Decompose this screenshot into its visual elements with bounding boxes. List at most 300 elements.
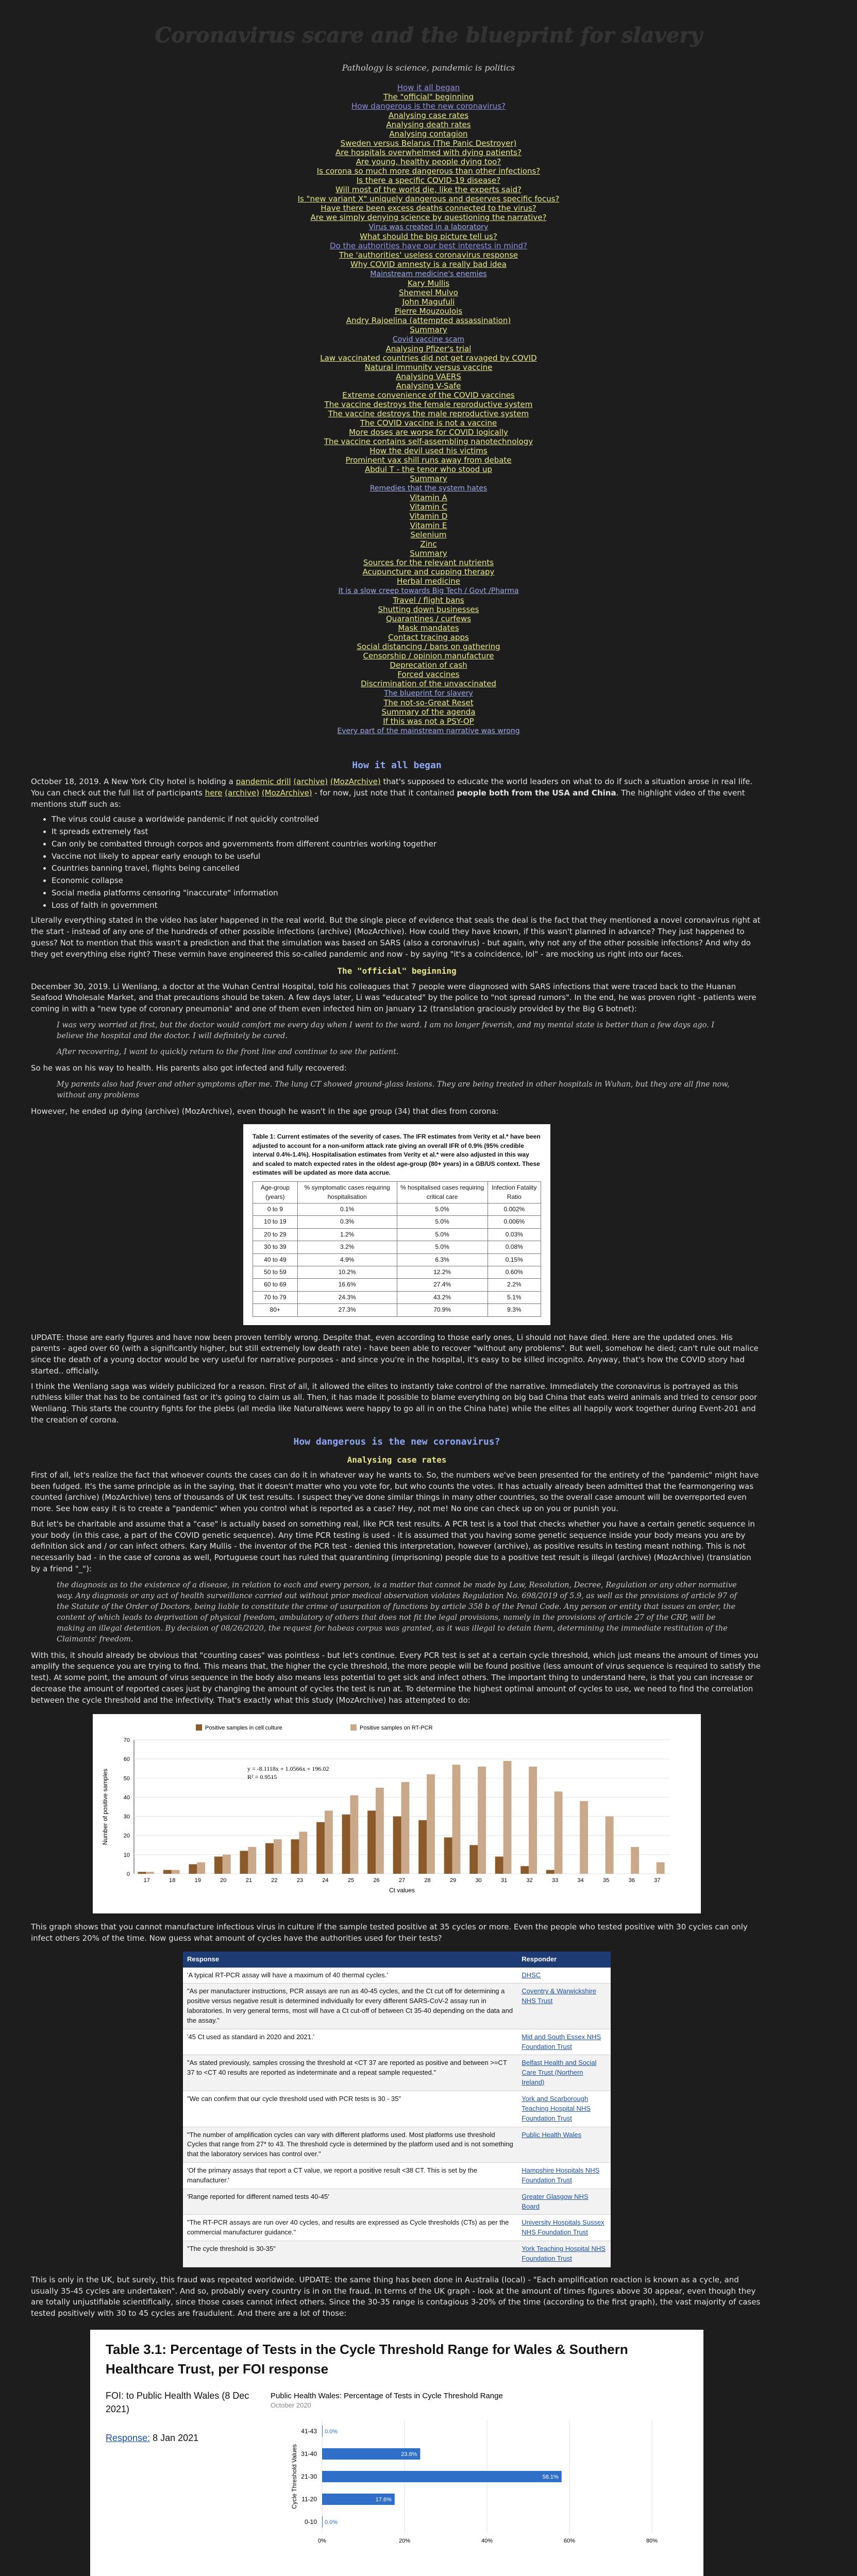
toc-link[interactable]: Andry Rajoelina (attempted assassination) [346,316,511,326]
responder-link[interactable]: University Hospitals Sussex NHS Foundation Trust [522,2218,604,2236]
toc-link[interactable]: Summary of the agenda [381,707,476,717]
paragraph-update: UPDATE: those are early figures and have now been proven terribly wrong. Despite that, even according to those early ones, Li should not have died. Here are the updated ones. His parents - aged over 60 (with a significantly higher, but still extremely low death rate) - have been able to recover "without any problems". But well, somehow he died; can't rule out malice since the death of a young doctor would be very useful for narrative purposes - and since you're in the hospital, it's easy to be killed incognito. Anyway, that's how the COVID story had started.. officially. [31,1332,759,1376]
toc-link[interactable]: Is corona so much more dangerous than other infections? [316,166,541,176]
toc-item [0,213,857,222]
toc-link[interactable]: Analysing contagion [389,129,468,139]
response-text: "As per manufacturer instructions, PCR assays are run as 40-45 cycles, and the Ct cut off for determining a positive versus negative result is determined individually for every different SARS-CoV-2 assay run in laboratories. In very general terms, most will have a Ct cut-off of between Ct 35-40 depending on the data and the assay." [183,1984,517,2029]
responder-link[interactable]: Belfast Health and Social Care Trust (Northern Ireland) [522,2059,597,2087]
toc-item [0,232,857,241]
table-cell: 0.1% [297,1204,397,1216]
bar [546,1870,554,1874]
toc-item [0,139,857,148]
toc-link[interactable]: Are hospitals overwhelmed with dying patients? [335,148,522,158]
x-tick-label: 30 [475,1877,482,1884]
response-text: 'Range reported for different named tests 40-45' [183,2189,517,2215]
toc-link[interactable]: Herbal medicine [396,577,460,586]
bar [520,1867,529,1874]
table-cell: 0.15% [488,1253,541,1266]
table-row [253,1253,541,1266]
text: . The highlight video of the event mentions stuff such as: [31,788,745,809]
x-tick-label: 23 [296,1877,304,1884]
table-row [253,1291,541,1303]
wales-ct-chart [265,2389,678,2554]
toc-link[interactable]: Have there been excess deaths connected to the virus? [321,204,536,213]
table-cell: 1.2% [297,1228,397,1241]
legend-swatch [196,1724,202,1731]
toc-link[interactable]: Vitamin D [409,512,448,521]
response-row [183,1968,611,1984]
toc-link[interactable]: Acupuncture and cupping therapy [362,567,495,577]
toc-link[interactable]: Deprecation of cash [390,660,467,670]
link-participants[interactable]: here [205,788,223,798]
subheading-official: The "official" beginning [337,966,457,976]
x-tick-label: 27 [398,1877,406,1884]
toc-item [0,111,857,120]
toc-item [0,363,857,372]
toc-link[interactable]: Vitamin E [410,521,447,531]
toc-item [0,698,857,707]
subheading-case-rates: Analysing case rates [347,1454,447,1465]
ct-chart-svg [98,1719,685,1905]
table-cell: 0.03% [488,1228,541,1241]
link-archive[interactable]: (archive) [293,777,328,787]
y-tick-label: 30 [123,1814,130,1821]
response-row [183,2241,611,2267]
table-row [253,1304,541,1316]
responder-link[interactable]: Public Health Wales [522,2130,582,2139]
bar [503,1761,512,1874]
toc-item [0,269,857,279]
toc-item [0,614,857,623]
response-row [183,2091,611,2127]
toc-link[interactable]: The vaccine destroys the male reproductive system [328,409,529,419]
x-tick-label: 24 [322,1877,329,1884]
toc-item [0,558,857,567]
toc-link[interactable]: Summary [410,474,447,484]
response-row [183,2127,611,2163]
toc-item [0,493,857,502]
x-tick-label: 36 [628,1877,635,1884]
toc-item [0,157,857,166]
table-cell: 0.006% [488,1216,541,1228]
table-cell: 5.0% [397,1241,488,1253]
toc-link[interactable]: Analysing VAERS [396,372,461,382]
toc-link[interactable]: Summary [410,325,447,335]
col-response: Response [183,1952,517,1968]
toc-item [0,521,857,530]
toc-link[interactable]: The COVID vaccine is not a vaccine [360,418,497,428]
bold-text: people both from the USA and China [457,788,616,798]
bar [138,1872,146,1874]
toc-link[interactable]: Every part of the mainstream narrative was wrong [337,727,520,736]
toc-item [0,707,857,717]
link-pandemic-drill[interactable]: pandemic drill [236,777,291,787]
x-tick-label: 17 [143,1877,150,1884]
x-tick-label: 60% [563,2538,576,2545]
bullet-item: • It spreads extremely fast [52,826,763,838]
toc-link[interactable]: Analysing case rates [388,111,469,121]
response-text: "The cycle threshold is 30-35" [183,2241,517,2267]
toc-link[interactable]: The vaccine contains self-assembling nanotechnology [324,437,533,447]
x-tick-label: 21 [245,1877,252,1884]
responder-cell [517,2163,611,2189]
responder-cell [517,2127,611,2163]
responder-link[interactable]: York Teaching Hospital NHS Foundation Trust [522,2245,606,2262]
toc-link[interactable]: Analysing death rates [386,120,471,130]
toc-item [0,297,857,307]
y-tick-label: 40 [123,1794,130,1801]
bullet-item: • Countries banning travel, flights being cancelled [52,863,763,874]
section-heading-began: How it all began [352,760,442,771]
toc-item [0,670,857,679]
bullet-item: • Economic collapse [52,875,763,887]
paragraph-graph: This graph shows that you cannot manufacture infectious virus in culture if the sample tested positive at 35 cycles or more. Even the people who tested positive with 30 cycles can only infect others 20% of the time. Now guess what amount of cycles have the authorities used for their tests? [31,1922,748,1943]
table-cell: 5.1% [488,1291,541,1303]
bar [299,1832,307,1874]
toc-link[interactable]: Do the authorities have our best interests in mind? [329,241,528,251]
table-cell: 80+ [253,1304,298,1316]
toc-link[interactable]: Is "new variant X" uniquely dangerous and deserves specific focus? [297,194,560,204]
toc-link[interactable]: The blueprint for slavery [384,689,473,698]
toc-item [0,148,857,157]
y-tick-label: 41-43 [301,2428,317,2435]
toc-item [0,204,857,213]
response-row [183,2163,611,2189]
x-tick-label: 34 [577,1877,584,1884]
toc-item [0,483,857,493]
x-tick-label: 33 [552,1877,559,1884]
table-cell: 70.9% [397,1304,488,1316]
bar [265,1843,274,1874]
bar [322,2426,323,2437]
toc-link[interactable]: Censorship / opinion manufacture [363,651,494,661]
response-row [183,2189,611,2215]
bar [554,1792,563,1874]
toc-item [0,307,857,316]
table-cell: 10 to 19 [253,1216,298,1228]
table-row [253,1279,541,1291]
toc-link[interactable]: How dangerous is the new coronavirus? [351,101,506,111]
section-heading-dangerous: How dangerous is the new coronavirus? [293,1436,500,1447]
toc-link[interactable]: Shemeel Mulvo [399,288,458,298]
paragraph-died: However, he ended up dying (archive) (MozArchive), even though he wasn't in the age group (34) that dies from corona: [31,1106,499,1116]
responder-link[interactable]: Greater Glasgow NHS Board [522,2192,589,2210]
table-cell: 60 to 69 [253,1279,298,1291]
toc-link[interactable]: Vitamin C [410,502,447,512]
paragraph-counting: First of all, let's realize the fact that whoever counts the cases can do it in whatever way he wants to. So, the numbers we've been presented for the entirety of the "pandemic" might have been fudged. It's the same principle as in the saying, that it doesn't matter who you vote for, but who counts the votes. It has actually already been admitted that the fearmongering was counted (archive) (MozArchive) tens of thousands of UK test results. I suspect they've done similar things in many other countries, so the overall case amount will be overreported even more. See how easy it is to create a "pandemic" when you control what is reported as a case? Hey, not me! No one can check up on you or punish you. [31,1470,759,1514]
legend-label: Positive samples in cell culture [205,1725,282,1732]
toc-link[interactable]: Is there a specific COVID-19 disease? [356,176,501,185]
y-tick-label: 31-40 [301,2450,317,2458]
toc-link[interactable]: What should the big picture tell us? [360,232,497,242]
table-cell: 0 to 9 [253,1204,298,1216]
bar [322,2516,323,2528]
toc-link[interactable]: Mainstream medicine's enemies [370,270,487,279]
bullet-item: • Loss of faith in government [52,900,763,911]
y-tick-label: 20 [123,1833,130,1840]
x-tick-label: 28 [424,1877,431,1884]
paragraph-uk: This is only in the UK, but surely, this fraud was repeated worldwide. UPDATE: the same thing has been done in Australia (local) - "Each amplification reaction is known as a cycle, and usually 35-45 cycles are undertaken". And so, probably every country is in on the fraud. In terms of the UK graph - look at the amount of times figures above 30 appear, even though they are totally unjustifiable scientifically, since those cases cannot infect others. Since the 30-35 range is contagious 3-20% of the time (according to the first graph), the vast majority of cases tested positively with 30 to 45 cycles are fraudulent. And there are a lot of those: [31,2275,761,2318]
bar [146,1872,154,1874]
toc-item [0,623,857,633]
y-axis-label: Number of positive samples [102,1769,109,1845]
bar [274,1840,282,1874]
y-tick-label: 10 [123,1852,130,1859]
toc-link[interactable]: Contact tracing apps [388,633,469,642]
y-tick-label: 50 [123,1775,130,1782]
ifr-table-card [243,1124,550,1325]
toc-link[interactable]: More doses are worse for COVID logically [349,428,508,437]
table-row [253,1241,541,1253]
bar [580,1801,588,1874]
toc-item [0,428,857,437]
bar [495,1857,503,1874]
toc-link[interactable]: How it all began [397,83,460,93]
bar [197,1862,205,1874]
toc-link[interactable]: Mask mandates [398,623,459,633]
table-row [253,1204,541,1216]
y-tick-label: 0-10 [304,2518,317,2526]
table-cell: 5.0% [397,1204,488,1216]
toc-link[interactable]: The 'authorities' useless coronavirus response [339,250,518,260]
toc-link[interactable]: Abdul T - the tenor who stood up [364,465,493,474]
bar [172,1870,180,1874]
toc-link[interactable]: If this was not a PSY-OP [383,717,474,726]
toc-link[interactable]: Sources for the relevant nutrients [363,558,494,568]
bar [657,1862,665,1874]
x-tick-label: 20% [398,2538,411,2545]
table-cell: 27.4% [397,1279,488,1291]
toc-item [0,539,857,549]
table-header-cell: % symptomatic cases requiring hospitalisation [297,1182,397,1204]
toc-item [0,83,857,92]
toc-link[interactable]: Are we simply denying science by questioning the narrative? [310,213,547,223]
toc-item [0,688,857,698]
quote-court: the diagnosis as to the existence of a disease, in relation to each and every person, is a matter that cannot be made by Law, Resolution, Decree, Regulation or any other normative way. Any diagnosis or any act of health surveillance carried out without prior medical observation violates Regulation No. 698/2019 of 5.9, as well as the provisions of article 97 of the Statute of the Order of Doctors, being liable to constitute the crime of usurpation of functions by article 358 b of the Penal Code. Any person or entity that issues an order, the content of which leads to deprivation of physical freedom, ambulatory of others that does not fit the legal provisions, namely in the provisions of article 27 of the CRP, will be making an illegal detention. By decision of 08/26/2020, the request for habeas corpus was granted, as it was illegal to detain them, determining the immediate restitution of the Claimants' freedom. [57,1581,737,1643]
response-link[interactable]: Response: [106,2433,150,2444]
bar [189,1865,197,1874]
table-cell: 6.3% [397,1253,488,1266]
table-header-cell: Age-group (years) [253,1182,298,1204]
link-mozarchive[interactable]: (MozArchive) [261,788,312,798]
toc-item [0,633,857,642]
responder-cell [517,2055,611,2091]
x-tick-label: 20 [220,1877,227,1884]
toc-item [0,316,857,325]
toc-link[interactable]: Will most of the world die, like the experts said? [335,185,522,195]
bar [342,1815,350,1874]
x-tick-label: 25 [347,1877,355,1884]
toc-link[interactable]: Natural immunity versus vaccine [364,363,493,372]
bar [606,1817,614,1874]
toc-item [0,530,857,539]
response-row [183,1984,611,2029]
responder-cell [517,2189,611,2215]
bar [367,1811,376,1874]
toc-link[interactable]: Social distancing / bans on gathering [357,642,500,652]
toc-item [0,605,857,614]
x-tick-label: 31 [500,1877,508,1884]
response-text: '45 Ct used as standard in 2020 and 2021.' [183,2029,517,2055]
x-tick-label: 40% [481,2538,493,2545]
toc-link[interactable]: Analysing Pfizer's trial [385,344,472,354]
toc-link[interactable]: Forced vaccines [397,670,460,680]
bar [316,1822,325,1874]
toc-link[interactable]: Virus was created in a laboratory [368,223,489,232]
responder-link[interactable]: DHSC [522,1971,541,1979]
toc-item [0,512,857,521]
toc-link[interactable]: Vitamin A [410,493,447,503]
table-header-cell: % hospitalised cases requiring critical care [397,1182,488,1204]
table-cell: 12.2% [397,1266,488,1279]
toc-item [0,92,857,101]
link-archive[interactable]: (archive) [225,788,260,798]
toc-link[interactable]: Why COVID amnesty is a really bad idea [350,260,507,269]
bullet-item: • Vaccine not likely to appear early enough to be useful [52,851,763,862]
toc-item [0,381,857,391]
data-label: 23.8% [401,2451,417,2458]
toc-link[interactable]: Discrimination of the unvaccinated [361,679,496,689]
bar [248,1847,256,1874]
responder-link[interactable]: York and Scarborough Teaching Hospital NHS Foundation Trust [522,2095,591,2122]
toc-link[interactable]: Prominent vax shill runs away from debate [345,455,512,465]
link-mozarchive[interactable]: (MozArchive) [330,777,381,787]
toc-link[interactable]: Pierre Mouzoulois [394,307,463,316]
table-cell: 50 to 59 [253,1266,298,1279]
toc-item [0,465,857,474]
quote-1: I was very worried at first, but the doctor would comfort me every day when I went to the ward. I am no longer feverish, and my mental state is better than a few days ago. I believe the hospital and the doctor. I will definitely be cured. [57,1021,715,1040]
toc-item [0,166,857,176]
toc-item [0,185,857,194]
toc-link[interactable]: It is a slow creep towards Big Tech / Govt /Pharma [338,587,519,596]
x-tick-label: 26 [373,1877,380,1884]
responder-cell [517,2029,611,2055]
table-row [253,1216,541,1228]
toc-item [0,260,857,269]
response-text: "As stated previously, samples crossing the threshold at <CT 37 are reported as positive and between >=CT 37 to <CT 40 results are reported as indeterminate and a repeat sample requested." [183,2055,517,2091]
bar [291,1840,299,1874]
table-cell: 9.3% [488,1304,541,1316]
toc-item [0,446,857,455]
paragraph-cycles: With this, it should already be obvious that "counting cases" was pointless - but let's continue. Every PCR test is set at a certain cycle threshold, which just means the amount of times you amplify the sequence you are trying to find. This means that, the higher the cycle threshold, the more people will be found positive (less amount of virus sequence is required to satisfy the test). At some point, the amount of virus sequence in the body also means less potential to get sick and infect others. The important thing to understand here, is that you can increase or decrease the amount of reported cases just by changing the amount of cycles the test is run at. To determine the highest optimal amount of cycles to use, we need to find the correlation between the cycle threshold and the infectivity. That's exactly what this study (MozArchive) has attempted to do: [31,1650,761,1705]
data-label: 58.1% [542,2474,559,2481]
response-text: "We can confirm that our cycle threshold used with PCR tests is 30 - 35" [183,2091,517,2127]
table-cell: 43.2% [397,1291,488,1303]
quote-3: My parents also had fever and other symptoms after me. The lung CT showed ground-glass lesions. They are being treated in other hospitals in Wuhan, but they are all fine now, without any problems [57,1080,730,1099]
toc-item [0,241,857,250]
responder-link[interactable]: Coventry & Warwickshire NHS Trust [522,1987,597,2005]
toc-link[interactable]: The vaccine destroys the female reproductive system [324,400,533,410]
table-header-cell: Infection Fatality Ratio [488,1182,541,1204]
responder-cell [517,2241,611,2267]
toc-item [0,651,857,660]
wales-chart-panel [265,2389,688,2557]
article-header [0,0,857,736]
toc-item [0,334,857,344]
y-tick-label: 21-30 [301,2473,317,2481]
toc-link[interactable]: The not-so-Great Reset [383,698,474,708]
toc-link[interactable]: Law vaccinated countries did not get ravaged by COVID [320,353,537,363]
text: that's supposed to educate the world leaders on what to do if such a situation arose in real life. You can check out the full list of participants [31,777,753,798]
table-cell: 0.3% [297,1216,397,1228]
x-tick-label: 80% [646,2538,658,2545]
toc-link[interactable]: The "official" beginning [383,92,474,102]
data-label: 0.0% [325,2519,338,2526]
toc-item [0,391,857,400]
ct-culture-chart [93,1714,701,1913]
paragraph-wenliang: December 30, 2019. Li Wenliang, a doctor at the Wuhan Central Hospital, told his colleagues that 7 people were diagnosed with SARS infections that were traced back to the Huanan Seafood Wholesale Market, and that precautions should be taken. A few days later, Li was "educated" by the police to "not spread rumors". In the end, he was proven right - patients were coming in with a "new type of coronary pneumonia" and one of them even infected him on January 12 (translation graciously provided by the Big G botnet): [31,981,757,1014]
bar [163,1870,172,1874]
toc-link[interactable]: Zinc [420,539,437,549]
toc-link[interactable]: Summary [410,549,447,558]
figure-3-1 [90,2330,703,2576]
toc-item [0,101,857,111]
table-cell: 16.6% [297,1279,397,1291]
toc-link[interactable]: Remedies that the system hates [369,484,488,493]
foi-wales-info [106,2389,265,2557]
toc-link[interactable]: Kary Mullis [407,279,450,289]
toc-item [0,577,857,586]
table-cell: 5.0% [397,1216,488,1228]
responder-cell [517,1984,611,2029]
responder-cell [517,2091,611,2127]
table-cell: 3.2% [297,1241,397,1253]
foi-responses [183,1952,611,2267]
bar [478,1767,486,1874]
toc-link[interactable]: Travel / flight bans [393,596,464,605]
figure-title: Table 3.1: Percentage of Tests in the Cycle Threshold Range for Wales & Southern Healthcare Trust, per FOI response [106,2341,628,2377]
toc-link[interactable]: Selenium [410,530,447,540]
event-bullet-list [52,814,763,911]
responder-cell [517,2215,611,2241]
toc-item [0,372,857,381]
bar [418,1820,427,1874]
bar [325,1811,333,1874]
data-label: 0.0% [325,2429,338,2435]
bar [393,1817,401,1874]
table-row [253,1228,541,1241]
toc-link[interactable]: Extreme convenience of the COVID vaccines [342,391,515,400]
table-cell: 20 to 29 [253,1228,298,1241]
table-cell: 0.60% [488,1266,541,1279]
toc-item [0,437,857,446]
toc-link[interactable]: Quarantines / curfews [385,614,472,624]
bullet-item: • Can only be combatted through corpos and governments from different countries working together [52,839,763,850]
paragraph-intro [31,776,763,810]
toc-link[interactable]: Covid vaccine scam [392,335,465,344]
response-text: "The RT-PCR assays are run over 40 cycles, and results are expressed as Cycle thresholds (CTs) as per the commercial manufacturer guidance." [183,2215,517,2241]
toc-link[interactable]: John Magufuli [402,297,455,307]
responder-link[interactable]: Mid and South Essex NHS Foundation Trust [522,2032,601,2050]
x-tick-label: 32 [526,1877,533,1884]
toc-item [0,250,857,260]
toc-link[interactable]: Shutting down businesses [378,605,479,615]
ifr-table-caption: Table 1: Current estimates of the severity of cases. The IFR estimates from Verity et al.* have been adjusted to account for a non-uniform attack rate giving an overall IFR of 0.9% (95% credible interval 0.4%-1.4%). Hospitalisation estimates from Verity et al.* were also adjusted in this way and scaled to match expected rates in the oldest age-group (80+ years) in a GB/US context. These estimates will be updated as more data accrue. [253,1133,541,1176]
toc-link[interactable]: Are young, healthy people dying too? [356,157,501,167]
response-row [183,2029,611,2055]
toc-link[interactable]: How the devil used his victims [369,446,488,456]
quote-2: After recovering, I want to quickly return to the front line and continue to see the patient. [57,1047,399,1056]
toc-item [0,596,857,605]
toc-item [0,679,857,688]
responder-link[interactable]: Hampshire Hospitals NHS Foundation Trust [522,2166,600,2184]
bar [529,1767,537,1874]
ifr-table [253,1181,541,1316]
toc-link[interactable]: Analysing V-Safe [396,381,461,391]
page-subtitle: Pathology is science, pandemic is politics [342,63,515,73]
toc-link[interactable]: Sweden versus Belarus (The Panic Destroyer) [340,139,517,148]
toc-item [0,325,857,334]
